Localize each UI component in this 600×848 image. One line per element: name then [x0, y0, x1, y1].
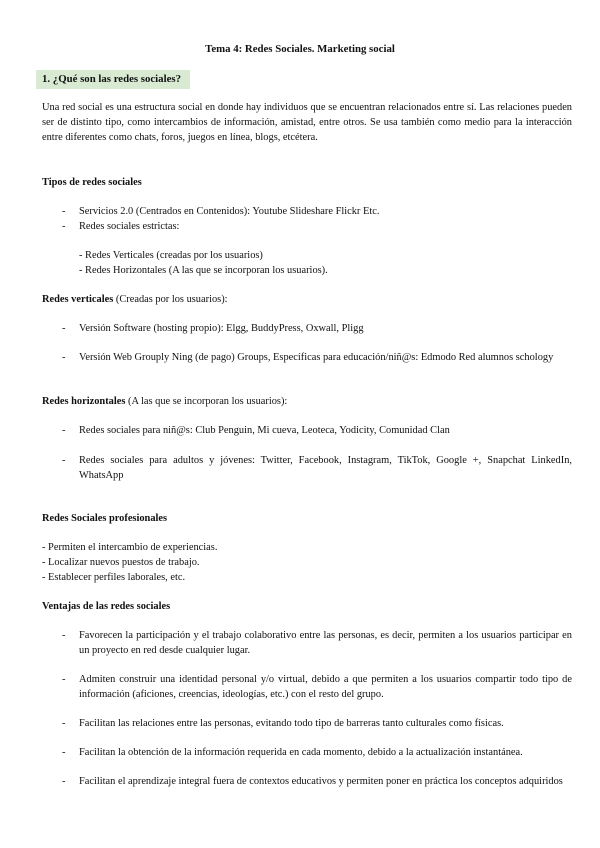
list-item — [62, 423, 572, 438]
list-item — [62, 628, 572, 658]
sub-item: - Redes Verticales (creadas por los usuarios) — [79, 250, 263, 261]
bullet-dash: - — [62, 630, 66, 641]
bullet-dash: - — [62, 674, 66, 685]
list-item-text: Admiten construir una identidad personal y/o virtual, debido a que permiten a los usuarios compartir todo tipo de información (aficiones, creencias, ideologías, etc.) con el resto del grupo. — [79, 674, 572, 700]
list-item-text: Versión Web Grouply Ning (de pago) Groups, Específicas para educación/niñ@s: Edmodo Red alumnos schology — [79, 352, 554, 363]
list-item-text: Facilitan el aprendizaje integral fuera de contextos educativos y permiten poner en práctica los conceptos adquiridos — [79, 776, 563, 787]
heading-ventajas: Ventajas de las redes sociales — [42, 601, 171, 612]
sub-item: - Redes Horizontales (A las que se incorporan los usuarios). — [79, 265, 328, 276]
intro-paragraph: Una red social es una estructura social en donde hay individuos que se encuentran relacionados entre sí. Las relaciones pueden ser de distinto tipo, como intercambios de información, amistad, entre otros. Se usa también como medio para la interacción entre diferentes como chats, foros, juegos en línea, blogs, etcétera. — [42, 102, 572, 143]
list-item — [62, 774, 572, 789]
list-item — [62, 672, 572, 702]
heading-verticales-label: Redes verticales — [42, 294, 114, 305]
list-item-text: Redes sociales estrictas: — [79, 221, 180, 232]
list-item-text: Facilitan la obtención de la información requerida en cada momento, debido a la actualización instantánea. — [79, 747, 523, 758]
list-item — [62, 745, 572, 760]
heading-horizontales — [42, 394, 287, 409]
list-item — [62, 204, 572, 219]
profesionales-line: - Establecer perfiles laborales, etc. — [42, 572, 186, 583]
heading-verticales-note: (Creadas por los usuarios): — [115, 294, 228, 305]
profesionales-line: - Localizar nuevos puestos de trabajo. — [42, 557, 200, 568]
heading-verticales — [42, 292, 228, 307]
heading-horizontales-label: Redes horizontales — [42, 396, 126, 407]
list-item-text: Servicios 2.0 (Centrados en Contenidos): Youtube Slideshare Flickr Etc. — [79, 206, 380, 217]
bullet-dash: - — [62, 718, 66, 729]
profesionales-line: - Permiten el intercambio de experiencias. — [42, 542, 218, 553]
bullet-dash: - — [62, 747, 66, 758]
bullet-dash: - — [62, 425, 66, 436]
bullet-dash: - — [62, 455, 66, 466]
bullet-dash: - — [62, 352, 66, 363]
heading-horizontales-note: (A las que se incorporan los usuarios): — [128, 396, 288, 407]
list-item-text: Versión Software (hosting propio): Elgg, BuddyPress, Oxwall, Pligg — [79, 323, 364, 334]
document-title: Tema 4: Redes Sociales. Marketing social — [205, 43, 395, 55]
list-item — [62, 350, 572, 365]
bullet-dash: - — [62, 776, 66, 787]
list-item — [62, 453, 572, 483]
list-item — [62, 716, 572, 731]
list-item-text: Redes sociales para adultos y jóvenes: Twitter, Facebook, Instagram, TikTok, Google +, Snapchat LinkedIn, WhatsApp — [79, 455, 572, 481]
bullet-dash: - — [62, 323, 66, 334]
list-item-text: Redes sociales para niñ@s: Club Penguin, Mi cueva, Leoteca, Yodicity, Comunidad Clan — [79, 425, 450, 436]
heading-tipos: Tipos de redes sociales — [42, 177, 142, 188]
list-item — [62, 219, 572, 234]
list-item-text: Favorecen la participación y el trabajo colaborativo entre las personas, es decir, permiten a los usuarios participar en un proyecto en red desde cualquier lugar. — [79, 630, 572, 656]
heading-profesionales: Redes Sociales profesionales — [42, 513, 168, 524]
list-item-text: Facilitan las relaciones entre las personas, evitando todo tipo de barreras tanto culturales como físicas. — [79, 718, 504, 729]
section-heading-que-son: 1. ¿Qué son las redes sociales? — [36, 70, 190, 89]
bullet-dash: - — [62, 206, 66, 217]
list-item — [62, 321, 572, 336]
bullet-dash: - — [62, 221, 66, 232]
